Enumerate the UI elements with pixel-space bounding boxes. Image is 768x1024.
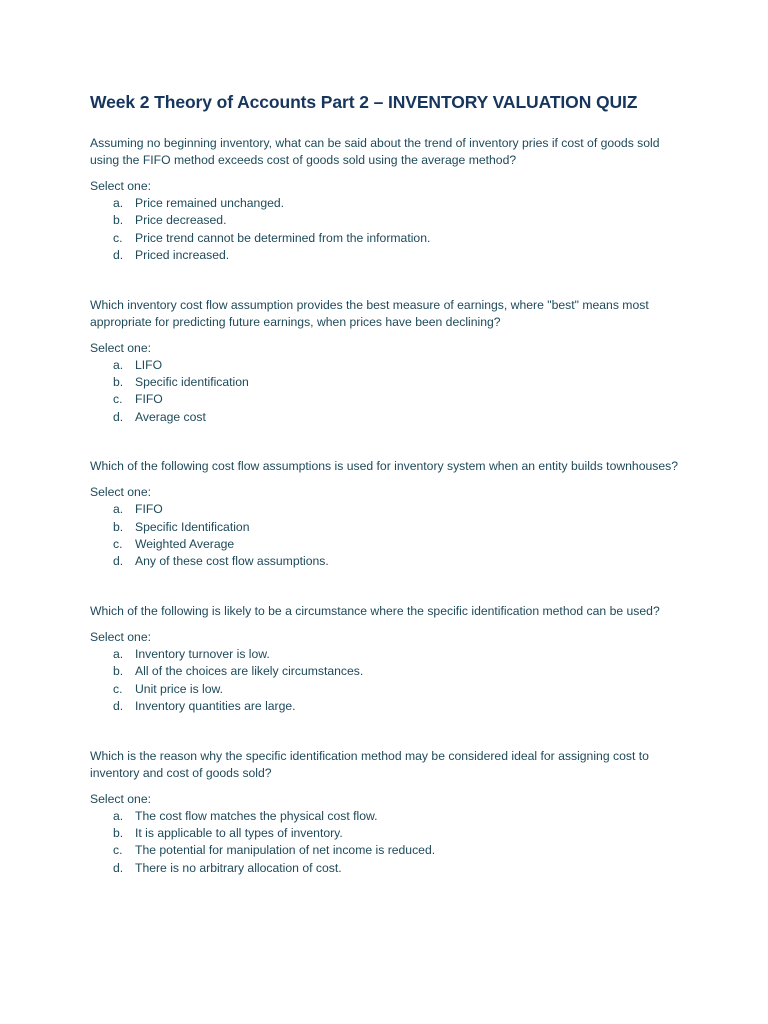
choice-text: LIFO (135, 357, 163, 372)
question-text: Which inventory cost flow assumption provides the best measure of earnings, where "best" means most appropriate for predicting future earnings, when prices have been declining? (90, 297, 649, 329)
choice-letter: d. (113, 554, 124, 569)
choice-letter: c. (113, 230, 123, 245)
choice-a[interactable] (113, 646, 690, 663)
question-2 (90, 297, 690, 427)
choice-letter: a. (113, 196, 124, 210)
choice-b[interactable] (113, 825, 690, 842)
choice-text: It is applicable to all types of inventory. (135, 825, 343, 840)
choice-text: Inventory quantities are large. (135, 699, 296, 714)
choice-letter: c. (113, 843, 123, 858)
choice-d[interactable] (113, 860, 690, 877)
choice-d[interactable] (113, 409, 690, 426)
choice-text: Inventory turnover is low. (135, 646, 270, 661)
question-text: Which is the reason why the specific identification method may be considered ideal for assigning cost to inventory and cost of goods sold? (90, 748, 649, 780)
choice-letter: d. (113, 409, 124, 424)
choice-letter: b. (113, 825, 124, 840)
choice-letter: c. (113, 392, 123, 407)
question-3 (90, 458, 690, 571)
question-text: Assuming no beginning inventory, what can be said about the trend of inventory pries if cost of goods sold using the FIFO method exceeds cost of goods sold using the average method? (90, 136, 660, 167)
choice-text: All of the choices are likely circumstances. (135, 664, 364, 679)
choice-letter: a. (113, 502, 124, 517)
select-one-label: Select one: (90, 629, 151, 644)
choice-letter: b. (113, 519, 124, 534)
choice-text: Unit price is low. (135, 681, 224, 696)
document-page (90, 92, 690, 909)
choice-letter: a. (113, 646, 124, 661)
choice-list (90, 501, 690, 571)
question-4 (90, 603, 690, 716)
choice-a[interactable] (113, 195, 690, 212)
choice-b[interactable] (113, 212, 690, 229)
choice-text: Price decreased. (135, 213, 227, 228)
choice-text: There is no arbitrary allocation of cost. (135, 860, 342, 875)
choice-d[interactable] (113, 698, 690, 715)
choice-text: Price trend cannot be determined from the information. (135, 230, 431, 245)
choice-c[interactable] (113, 681, 690, 698)
choice-text: The cost flow matches the physical cost flow. (135, 808, 378, 823)
choice-list (90, 646, 690, 716)
choice-text: Specific Identification (135, 519, 250, 534)
choice-b[interactable] (113, 663, 690, 680)
choice-text: Specific identification (135, 375, 249, 390)
choice-text: FIFO (135, 392, 163, 407)
select-one-label: Select one: (90, 340, 151, 355)
choice-text: Price remained unchanged. (135, 196, 285, 210)
choice-letter: b. (113, 213, 124, 228)
choice-c[interactable] (113, 842, 690, 859)
question-1 (90, 135, 690, 265)
choice-text: Priced increased. (135, 248, 230, 263)
question-text: Which of the following cost flow assumptions is used for inventory system when an entity builds townhouses? (90, 459, 678, 474)
choice-letter: b. (113, 375, 124, 390)
choice-a[interactable] (113, 501, 690, 518)
choice-text: Average cost (135, 409, 206, 424)
choice-letter: d. (113, 860, 124, 875)
choice-c[interactable] (113, 391, 690, 408)
choice-letter: d. (113, 699, 124, 714)
choice-c[interactable] (113, 536, 690, 553)
question-text: Which of the following is likely to be a circumstance where the specific identification method can be used? (90, 603, 660, 618)
choice-letter: c. (113, 681, 123, 696)
choice-letter: a. (113, 808, 124, 823)
select-one-label: Select one: (90, 485, 151, 500)
choice-letter: c. (113, 537, 123, 552)
choice-text: FIFO (135, 502, 163, 517)
choice-b[interactable] (113, 519, 690, 536)
choice-list (90, 357, 690, 427)
choice-b[interactable] (113, 374, 690, 391)
choice-list (90, 195, 690, 265)
choice-d[interactable] (113, 247, 690, 264)
choice-text: Any of these cost flow assumptions. (135, 554, 329, 569)
choice-text: The potential for manipulation of net income is reduced. (135, 843, 436, 858)
question-5 (90, 748, 690, 878)
choice-a[interactable] (113, 357, 690, 374)
choice-a[interactable] (113, 808, 690, 825)
choice-letter: d. (113, 248, 124, 263)
choice-list (90, 808, 690, 878)
choice-c[interactable] (113, 230, 690, 247)
choice-letter: b. (113, 664, 124, 679)
choice-text: Weighted Average (135, 537, 235, 552)
select-one-label: Select one: (90, 179, 151, 193)
choice-letter: a. (113, 357, 124, 372)
choice-d[interactable] (113, 553, 690, 570)
select-one-label: Select one: (90, 791, 151, 806)
document-title: Week 2 Theory of Accounts Part 2 – INVENTORY VALUATION QUIZ (90, 92, 638, 112)
